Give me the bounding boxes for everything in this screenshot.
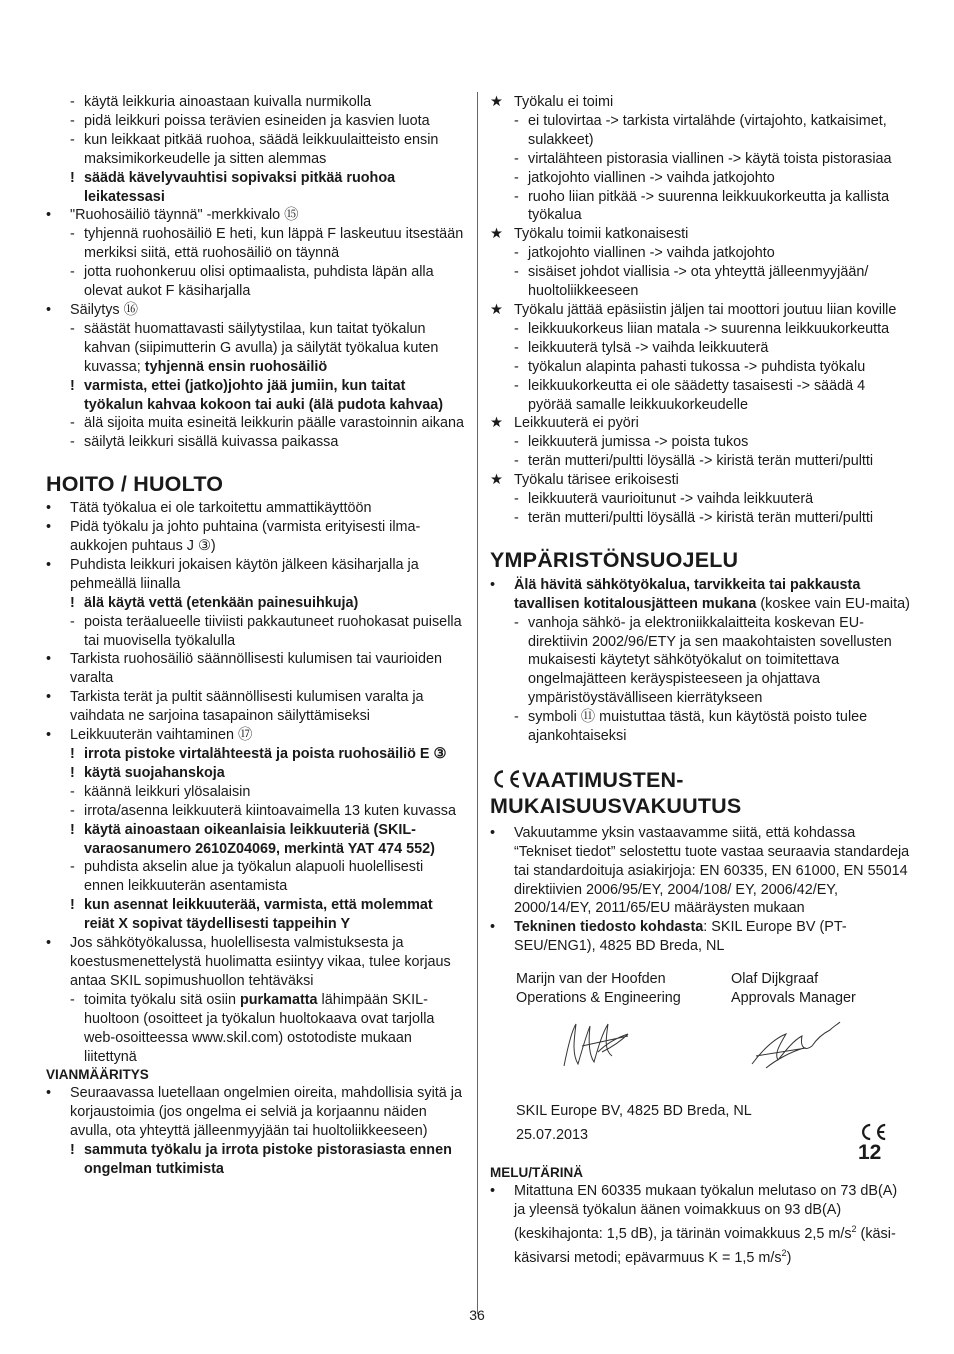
list-marker: - <box>70 320 75 337</box>
star-icon: ★ <box>490 415 503 432</box>
line-text: pidä leikkuri poissa terävien esineiden ja kasvien luota <box>84 112 430 129</box>
service-sub <box>46 991 466 1067</box>
fault-remedy <box>490 358 910 377</box>
line-text: Tarkista terät ja pultit säännöllisesti kulumisen varalta ja vaihdata ne sarjoina tasapainon säilyttämiseksi <box>70 689 424 725</box>
list-marker: - <box>514 709 519 726</box>
environment-text: symboli ⑪ muistuttaa tästä, kun käytöstä poisto tulee ajankohtaiseksi <box>528 709 868 745</box>
environment-item <box>490 576 910 614</box>
full-indicator-item <box>46 206 466 225</box>
list-marker: - <box>514 509 519 526</box>
care-item <box>46 688 466 726</box>
fault-remedy <box>490 320 910 339</box>
storage-sub <box>46 320 466 377</box>
blade-sub <box>46 858 466 896</box>
ce-marking <box>858 1122 910 1163</box>
list-marker: • <box>490 919 496 936</box>
fault-remedy <box>490 509 910 528</box>
line-text: Pidä työkalu ja johto puhtaina (varmista erityisesti ilma-aukkojen puhtaus J ③) <box>70 519 421 555</box>
conformity-item <box>490 824 910 919</box>
remedy-text: leikkuukorkeus liian matala -> suurenna leikkuukorkeutta <box>528 320 890 337</box>
line-text: käytä leikkuria ainoastaan kuivalla nurmikolla <box>84 94 372 110</box>
line-text: lähimpään SKIL-huoltoon (osoitteet ja työkalun huoltokaava ovat tarjolla web-osoitteessa www.skil.com) ostotodiste mukaan liitettynä <box>84 991 435 1065</box>
blade-sub <box>46 802 466 821</box>
signer-1 <box>516 970 681 1008</box>
list-marker: - <box>70 783 75 800</box>
date-row <box>490 1126 910 1164</box>
conformity-heading-line1: VAATIMUSTEN- <box>522 768 684 792</box>
signer-2-role: Approvals Manager <box>731 990 856 1007</box>
list-marker: • <box>490 1183 496 1200</box>
fault-symptom <box>490 93 910 112</box>
list-marker: • <box>46 1085 52 1102</box>
storage-warning <box>46 377 466 415</box>
troubleshooting-warning <box>46 1141 466 1179</box>
list-marker: • <box>490 576 496 593</box>
star-icon: ★ <box>490 301 503 318</box>
noise-item <box>490 1182 910 1267</box>
list-marker: • <box>46 727 52 744</box>
superscript: 2 <box>781 1247 787 1258</box>
line-text: Tätä työkalua ei ole tarkoitettu ammattikäyttöön <box>70 500 372 517</box>
remedy-text: leikkuukorkeutta ei ole säädetty tasaisesti -> säädä 4 pyörää samalle leikkuukorkeudelle <box>528 377 866 413</box>
list-marker: - <box>70 802 75 819</box>
care-item <box>46 556 466 594</box>
fault-remedy <box>490 452 910 471</box>
fault-symptom <box>490 225 910 244</box>
noise-text: ) <box>786 1249 792 1266</box>
list-marker: - <box>70 226 75 243</box>
care-warning <box>46 594 466 613</box>
line-text: Vakuutamme yksin vastaavamme siitä, että kohdassa “Tekniset tiedot” selostettu tuote vastaa seuraavia standardeja tai standardoituja asiakirjoja: EN 60335, EN 61000, EN 55014 direktiivien 2006/95/EY, 2004/108/ EY, 2006/42/EY, 2000/14/EY, 2011/65/EU määräysten mukaan <box>514 824 910 917</box>
remedy-text: sisäiset johdot viallisia -> ota yhteyttä jälleenmyyjään/ huoltoliikkeeseen <box>528 264 869 300</box>
intro-line <box>46 112 466 131</box>
signer-2-name: Olaf Dijkgraaf <box>731 971 819 988</box>
list-marker: - <box>514 358 519 375</box>
full-indicator-sub <box>46 225 466 263</box>
list-marker: • <box>46 500 52 517</box>
storage-sub <box>46 433 466 452</box>
line-text: varmista, ettei (jatko)johto jää jumiin, kun taitat työkalun kahvaa kokoon tai auki (älä pudota kahvaa) <box>84 377 444 413</box>
line-bold-text: purkamatta <box>239 991 318 1008</box>
signer-1-name: Marijn van der Hoofden <box>516 971 666 988</box>
line-text: älä sijoita muita esineitä leikkurin päälle varastoinnin aikana <box>84 415 464 432</box>
list-marker: - <box>514 377 519 394</box>
fault-remedy <box>490 339 910 358</box>
care-sub <box>46 613 466 651</box>
list-marker: • <box>490 824 496 841</box>
remedy-text: ei tulovirtaa -> tarkista virtalähde (virtajohto, katkaisimet, sulakkeet) <box>528 112 887 148</box>
service-item <box>46 934 466 991</box>
remedy-text: työkalun alapinta pahasti tukossa -> puhdista työkalu <box>528 358 866 375</box>
fault-remedy <box>490 169 910 188</box>
line-text: älä käytä vettä (etenkään painesuihkuja) <box>84 594 359 611</box>
list-marker: • <box>46 689 52 706</box>
blade-sub <box>46 783 466 802</box>
remedy-text: leikkuuterä jumissa -> poista tukos <box>528 434 749 451</box>
fault-title: Työkalu toimii katkonaisesti <box>514 226 689 243</box>
fault-symptom <box>490 301 910 320</box>
fault-title: Työkalu jättää epäsiistin jäljen tai moottori joutuu liian koville <box>514 301 897 318</box>
full-indicator-sub <box>46 263 466 301</box>
troubleshooting-item <box>46 1084 466 1141</box>
line-bold-text: tyhjennä ensin ruohosäiliö <box>144 358 328 375</box>
remedy-text: leikkuuterä vaurioitunut -> vaihda leikkuuterä <box>528 491 814 508</box>
list-marker: - <box>70 94 75 110</box>
fault-remedy <box>490 112 910 150</box>
conformity-heading <box>490 768 910 818</box>
list-marker: - <box>514 339 519 356</box>
line-bold-text: Älä hävitä sähkötyökalua, tarvikkeita tai pakkausta tavallisen kotitalousjätteen mukana <box>514 576 861 612</box>
fault-title: Leikkuuterä ei pyöri <box>514 415 639 432</box>
signer-1-role: Operations & Engineering <box>516 990 681 1007</box>
list-marker: ! <box>70 594 75 611</box>
line-text: Jos sähkötyökalussa, huolellisesta valmistuksesta ja koestusmenettelystä huolimatta esiintyy vikaa, tulee korjaus antaa SKIL sopimushuollon tehtäväksi <box>70 935 451 989</box>
star-icon: ★ <box>490 94 503 110</box>
ce-number: 12 <box>858 1140 882 1164</box>
conformity-heading-line2: MUKAISUUSVAKUUTUS <box>490 793 742 818</box>
company-address: SKIL Europe BV, 4825 BD Breda, NL <box>516 1103 752 1120</box>
line-text: säilytä leikkuri sisällä kuivassa paikassa <box>84 434 339 451</box>
conformity-item <box>490 918 910 956</box>
remedy-text: leikkuuterä tylsä -> vaihda leikkuuterä <box>528 339 769 356</box>
list-marker: - <box>514 320 519 337</box>
fault-symptom <box>490 471 910 490</box>
list-marker: - <box>514 614 519 631</box>
line-text: Säilytys ⑯ <box>70 301 138 318</box>
list-marker: - <box>514 245 519 262</box>
list-marker: • <box>46 301 52 318</box>
list-marker: ! <box>70 169 75 186</box>
storage-sub <box>46 414 466 433</box>
list-marker: - <box>70 991 75 1008</box>
list-marker: ! <box>70 1142 75 1159</box>
list-marker: ! <box>70 821 75 838</box>
signer-2 <box>731 970 856 1008</box>
fault-title: Työkalu tärisee erikoisesti <box>514 472 679 489</box>
line-text: kun asennat leikkuuterää, varmista, että molemmat reiät X sopivat täydellisesti tappeihin Y <box>84 897 433 933</box>
signature-1-icon <box>558 1016 638 1072</box>
line-text: "Ruohosäiliö täynnä" -merkkivalo ⑮ <box>70 207 299 224</box>
care-item <box>46 518 466 556</box>
list-marker: - <box>514 112 519 129</box>
fault-remedy <box>490 263 910 301</box>
star-icon: ★ <box>490 226 503 243</box>
environment-sub <box>490 614 910 709</box>
list-marker: - <box>514 150 519 167</box>
fault-remedy <box>490 150 910 169</box>
list-marker: ! <box>70 377 75 394</box>
list-marker: - <box>70 264 75 281</box>
blade-warning <box>46 821 466 859</box>
care-item <box>46 650 466 688</box>
declaration-date: 25.07.2013 <box>516 1127 589 1144</box>
list-marker: - <box>514 434 519 451</box>
line-bold-text: Tekninen tiedosto kohdasta <box>514 919 704 936</box>
line-text: (koskee vain EU-maita) <box>756 595 910 612</box>
troubleshooting-heading: VIANMÄÄRITYS <box>46 1067 149 1083</box>
list-marker: - <box>514 169 519 186</box>
line-text: Puhdista leikkuri jokaisen käytön jälkeen käsiharjalla ja pehmeällä liinalla <box>70 556 419 592</box>
line-text: käännä leikkuri ylösalaisin <box>84 783 251 800</box>
list-marker: ! <box>70 897 75 914</box>
list-marker: - <box>70 859 75 876</box>
storage-item <box>46 301 466 320</box>
right-column <box>490 93 910 1267</box>
line-text: Leikkuuterän vaihtaminen ⑰ <box>70 727 253 744</box>
line-text: : SKIL Europe BV (PT-SEU/ENG1), 4825 BD Breda, NL <box>514 919 847 955</box>
care-heading: HOITO / HUOLTO <box>46 472 224 497</box>
remedy-text: ruoho liian pitkää -> suurenna leikkuukorkeutta ja kallista työkalua <box>528 188 890 224</box>
list-marker: - <box>70 434 75 451</box>
line-text: jotta ruohonkeruu olisi optimaalista, puhdista läpän alla olevat aukot F käsiharjalla <box>84 264 434 300</box>
list-marker: ! <box>70 764 75 781</box>
fault-symptom <box>490 414 910 433</box>
fault-remedy <box>490 377 910 415</box>
line-text: käytä ainoastaan oikeanlaisia leikkuuteriä (SKIL-varaosanumero 2610Z04069, merkintä YAT 474 552) <box>84 821 435 857</box>
environment-heading: YMPÄRISTÖNSUOJELU <box>490 547 739 572</box>
column-divider <box>477 92 478 1314</box>
environment-text: vanhoja sähkö- ja elektroniikkalaitteita koskevan EU-direktiivin 2002/96/ETY ja sen maakohtaisten sovellusten mukaisesti käytetyt sähkötyökalut on toimitettava ongelmajätteen keräyspisteeseen ja ohjattava ympäristöystävälliseen kierrätykseen <box>528 614 892 707</box>
signature-2-icon <box>746 1018 846 1072</box>
line-text: kun leikkaat pitkää ruohoa, säädä leikkuulaitteisto ensin maksimikorkeudelle ja sitten alemmas <box>84 131 439 167</box>
care-item <box>46 726 466 745</box>
list-marker: • <box>46 556 52 573</box>
fault-remedy <box>490 433 910 452</box>
fault-remedy <box>490 188 910 226</box>
remedy-text: terän mutteri/pultti löysällä -> kiristä terän mutteri/pultti <box>528 453 874 470</box>
line-text: Seuraavassa luetellaan ongelmien oireita, mahdollisia syitä ja korjaustoimia (jos ongelma ei selviä ja korjaannu näiden avulla, ota yhteyttä jälleenmyyjään tai huoltoliikkeeseen) <box>70 1085 462 1140</box>
list-marker: - <box>514 188 519 205</box>
signature-block <box>490 970 910 1102</box>
line-text: toimita työkalu sitä osiin <box>84 991 240 1008</box>
remedy-text: jatkojohto viallinen -> vaihda jatkojohto <box>528 169 775 186</box>
blade-warning <box>46 896 466 934</box>
intro-line <box>46 93 466 112</box>
care-item <box>46 499 466 518</box>
list-marker: - <box>70 112 75 129</box>
intro-line <box>46 131 466 169</box>
list-marker: • <box>46 651 52 668</box>
ce-mark-icon <box>858 1122 888 1142</box>
fault-remedy <box>490 244 910 263</box>
list-marker: • <box>46 519 52 536</box>
page-number: 36 <box>469 1307 485 1323</box>
intro-line <box>46 169 466 207</box>
list-marker: - <box>70 415 75 432</box>
noise-heading: MELU/TÄRINÄ <box>490 1165 583 1181</box>
remedy-text: jatkojohto viallinen -> vaihda jatkojohto <box>528 245 775 262</box>
blade-warning <box>46 745 466 764</box>
list-marker: - <box>70 131 75 148</box>
list-marker: - <box>70 613 75 630</box>
environment-sub <box>490 708 910 746</box>
star-icon: ★ <box>490 472 503 489</box>
line-text: tyhjennä ruohosäiliö E heti, kun läppä F laskeutuu itsestään merkiksi siitä, että ruohosäiliö on täynnä <box>84 226 464 262</box>
line-text: poista teräalueelle tiiviisti pakkautuneet ruohokasat puisella tai muovisella työkalulla <box>84 613 462 649</box>
line-text: irrota/asenna leikkuuterä kiintoavaimella 13 kuten kuvassa <box>84 802 456 819</box>
line-text: Tarkista ruohosäiliö säännöllisesti kulumisen tai vaurioiden varalta <box>70 651 442 687</box>
line-text: säästät huomattavasti säilytystilaa, kun taitat työkalun kahvan (siipimutterin G avulla) ja säilytät työkalua kuten kuvassa; <box>84 320 439 375</box>
line-text: puhdista akselin alue ja työkalun alapuoli huolellisesti ennen leikkuuterän asentamista <box>84 859 424 895</box>
remedy-text: terän mutteri/pultti löysällä -> kiristä terän mutteri/pultti <box>528 509 874 526</box>
remedy-text: virtalähteen pistorasia viallinen -> käytä toista pistorasiaa <box>528 150 892 167</box>
list-marker: ! <box>70 746 75 762</box>
list-marker: - <box>514 264 519 281</box>
ce-mark-icon <box>490 769 522 794</box>
left-column <box>46 93 466 1179</box>
list-marker: • <box>46 935 52 952</box>
line-text: säädä kävelyvauhtisi sopivaksi pitkää ruohoa leikatessasi <box>84 169 396 205</box>
superscript: 2 <box>851 1223 857 1234</box>
fault-remedy <box>490 490 910 509</box>
blade-warning <box>46 764 466 783</box>
list-marker: - <box>514 491 519 508</box>
list-marker: - <box>514 453 519 470</box>
line-text: irrota pistoke virtalähteestä ja poista ruohosäiliö E ③ <box>84 746 447 762</box>
line-text: sammuta työkalu ja irrota pistoke pistorasiasta ennen ongelman tutkimista <box>84 1142 452 1178</box>
line-text: käytä suojahanskoja <box>84 764 225 781</box>
noise-text: Mitattuna EN 60335 mukaan työkalun melutaso on 73 dB(A) ja yleensä työkalun äänen voimakkuus on 93 dB(A) (keskihajonta: 1,5 dB), ja tärinän voimakkuus 2,5 m/s <box>514 1183 898 1242</box>
list-marker: • <box>46 207 52 224</box>
fault-title: Työkalu ei toimi <box>514 94 614 110</box>
noise-text: (käsi-käsivarsi metodi; epävarmuus K = 1,5 m/s <box>514 1225 896 1266</box>
